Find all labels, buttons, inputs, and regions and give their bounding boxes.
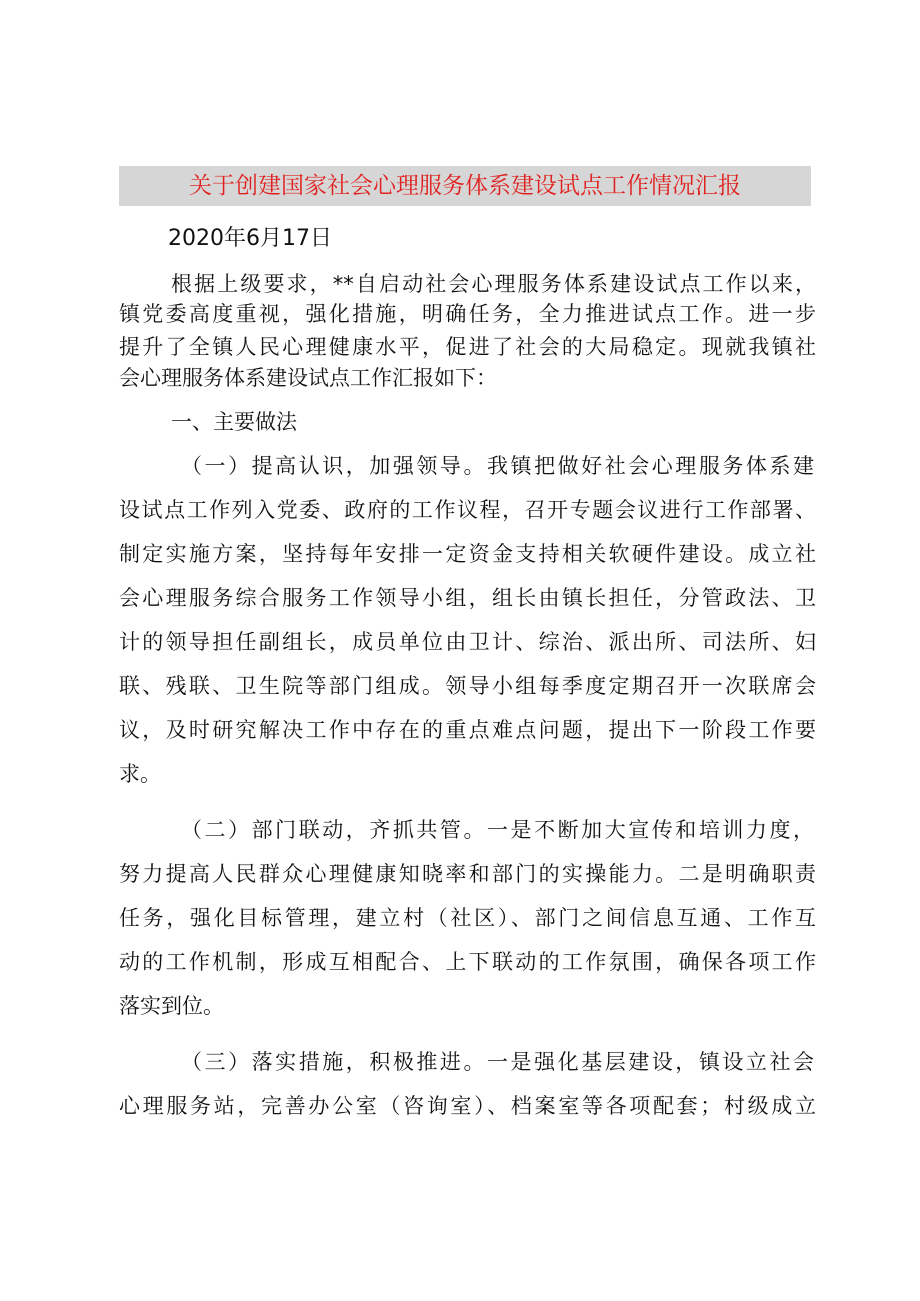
- paragraph-line: 镇党委高度重视，强化措施，明确任务，全力推进试点工作。进一步: [119, 302, 816, 326]
- document-date: 2020年6月17日: [168, 226, 332, 251]
- paragraph-line: 努力提高人民群众心理健康知晓率和部门的实操能力。二是明确职责: [119, 862, 816, 886]
- paragraph-line: 制定实施方案，坚持每年安排一定资金支持相关软硬件建设。成立社: [119, 542, 816, 566]
- paragraph-line: （二）部门联动，齐抓共管。一是不断加大宣传和培训力度，: [181, 818, 814, 842]
- paragraph-line: （三）落实措施，积极推进。一是强化基层建设，镇设立社会: [181, 1050, 814, 1074]
- paragraph-line: 议，及时研究解决工作中存在的重点难点问题，提出下一阶段工作要: [119, 718, 816, 742]
- paragraph-line: 动的工作机制，形成互相配合、上下联动的工作氛围，确保各项工作: [119, 950, 816, 974]
- paragraph-line: 设试点工作列入党委、政府的工作议程，召开专题会议进行工作部署、: [119, 498, 816, 522]
- paragraph-line: 会心理服务综合服务工作领导小组，组长由镇长担任，分管政法、卫: [119, 586, 816, 610]
- paragraph-line: 求。: [119, 762, 161, 786]
- paragraph-line: 计的领导担任副组长，成员单位由卫计、综治、派出所、司法所、妇: [119, 630, 816, 654]
- paragraph-line: （一）提高认识，加强领导。我镇把做好社会心理服务体系建: [181, 454, 814, 478]
- paragraph-line: 心理服务站，完善办公室（咨询室）、档案室等各项配套；村级成立: [119, 1094, 816, 1118]
- paragraph-line: 任务，强化目标管理，建立村（社区）、部门之间信息互通、工作互: [119, 906, 816, 930]
- paragraph-line: 根据上级要求，**自启动社会心理服务体系建设试点工作以来，: [171, 272, 816, 296]
- section-heading-line: 一、主要做法: [171, 410, 297, 434]
- paragraph-line: 会心理服务体系建设试点工作汇报如下：: [119, 366, 497, 390]
- paragraph-line: 联、残联、卫生院等部门组成。领导小组每季度定期召开一次联席会: [119, 674, 816, 698]
- paragraph-line: 提升了全镇人民心理健康水平，促进了社会的大局稳定。现就我镇社: [119, 335, 816, 359]
- document-title: 关于创建国家社会心理服务体系建设试点工作情况汇报: [189, 173, 741, 199]
- paragraph-line: 落实到位。: [119, 994, 224, 1018]
